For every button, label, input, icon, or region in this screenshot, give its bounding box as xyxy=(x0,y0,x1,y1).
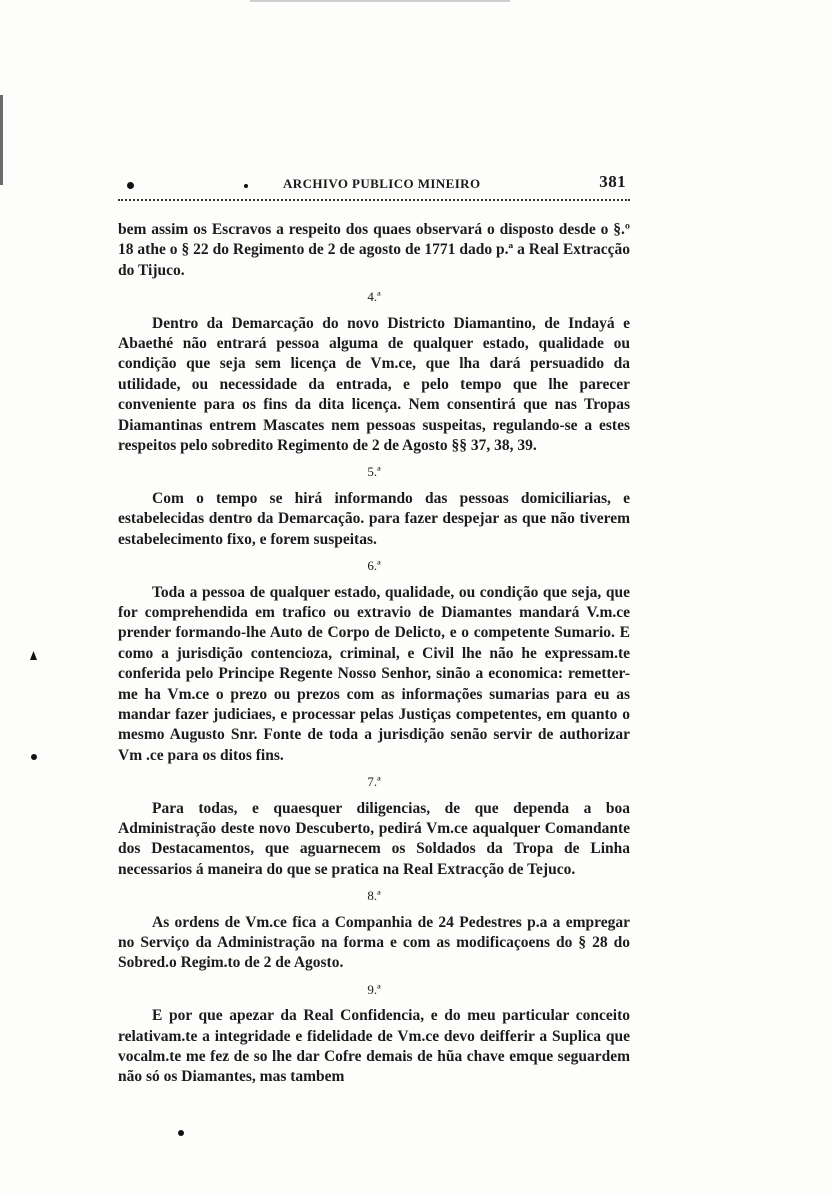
paragraph: As ordens de Vm.ce fica a Companhia de 24 Pedestres p.a a empregar no Serviço da Administração na forma e com as modificaçoens do § 28 do Sobred.o Regim.to de 2 de Agosto. xyxy=(118,913,630,972)
running-header xyxy=(118,172,630,200)
header-bullet-large xyxy=(127,182,134,189)
margin-mark-triangle xyxy=(30,651,37,660)
page-number: 381 xyxy=(599,172,626,191)
paragraph: E por que apezar da Real Confidencia, e do meu particular conceito relativam.te a integridade e fidelidade de Vm.ce devo deifferir a Suplica que vocalm.te me fez de so lhe dar Cofre demais de hũa chave emque seguardem não só os Diamantes, mas tambem xyxy=(118,1007,630,1086)
scan-top-artifact xyxy=(250,0,510,2)
section-number: 5.ª xyxy=(367,464,381,480)
paragraph: Com o tempo se hirá informando das pessoas domiciliarias, e estabelecidas dentro da Demarcação. para fazer despejar as que não tiverem estabelecimento fixo, e forem suspeitas. xyxy=(118,489,630,548)
section-number: 6.ª xyxy=(367,558,381,574)
section-number: 4.ª xyxy=(367,289,381,305)
body-text xyxy=(118,220,630,1088)
scan-edge-shadow xyxy=(0,95,3,185)
section-number: 9.ª xyxy=(367,981,381,997)
running-title: ARCHIVO PUBLICO MINEIRO xyxy=(283,176,481,191)
section-number: 8.ª xyxy=(367,888,381,904)
paragraph: Para todas, e quaesquer diligencias, de que dependa a boa Administração deste novo Descuberto, pedirá Vm.ce aqualquer Comandante dos Destacamentos, que aguarnecem os Soldados da Tropa de Linha necessarios á maneira do que se pratica na Real Extracção de Tejuco. xyxy=(118,799,630,878)
paragraph: Toda a pessoa de qualquer estado, qualidade, ou condição que seja, que for comprehendida em trafico ou extravio de Diamantes mandará V.m.ce prender formando-lhe Auto de Corpo de Delicto, e o competente Sumario. E como a jurisdição contencioza, criminal, e Civil lhe não he expressam.te conferida pelo Principe Regente Nosso Senhor, sinão a economica: remetter-me ha Vm.ce o prezo ou prezos com as informações sumarias para eu as mandar fazer judiciaes, e processar pelas Justiças competentes, em quanto o mesmo Augusto Snr. Fonte de toda a jurisdição senão servir de authorizar Vm .ce para os ditos fins. xyxy=(118,583,630,764)
section-number: 7.ª xyxy=(367,774,381,790)
footer-mark-dot xyxy=(178,1130,184,1136)
header-rule xyxy=(118,199,630,201)
paragraph: Dentro da Demarcação do novo Districto Diamantino, de Indayá e Abaethé não entrará pessoa alguma de qualquer estado, qualidade ou condição que seja sem licença de Vm.ce, que lha dará persuadido da utilidade, ou necessidade da entrada, e pelo tempo que lhe parecer conveniente para os fins da dita licença. Nem consentirá que nas Tropas Diamantinas entrem Mascates nem pessoas suspeitas, regulando-se a estes respeitos pelo sobredito Regimento de 2 de Agosto §§ 37, 38, 39. xyxy=(118,314,630,455)
header-bullet-small xyxy=(244,184,248,188)
paragraph-continuation: bem assim os Escravos a respeito dos quaes observará o disposto desde o §.º 18 athe o § 22 do Regimento de 2 de agosto de 1771 dado p.ª a Real Extracção do Tijuco. xyxy=(118,221,630,279)
margin-mark-dot xyxy=(31,754,37,760)
